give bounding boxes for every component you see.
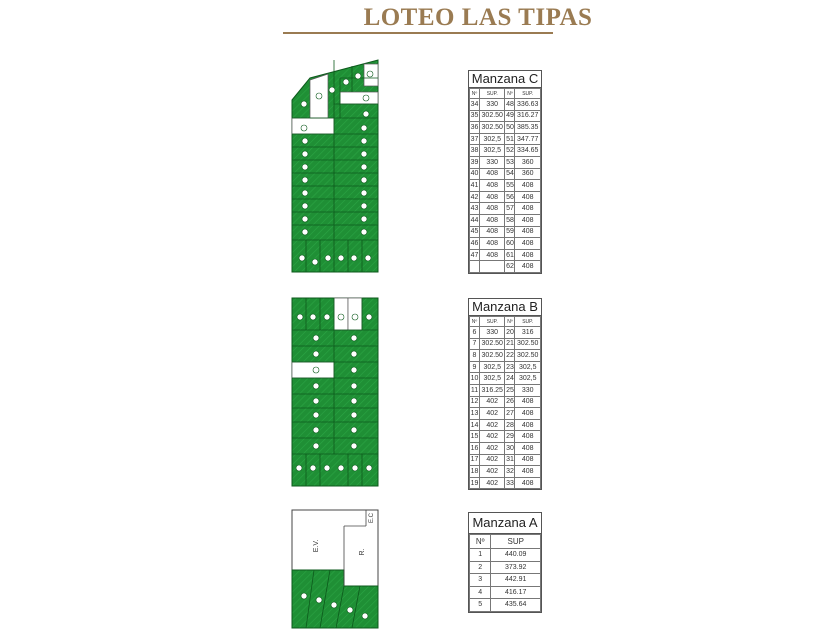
- table-row: [470, 549, 541, 562]
- label-ec: E.C: [369, 512, 375, 524]
- table-cell: 408: [515, 238, 541, 250]
- table-row: [470, 396, 541, 408]
- table-cell: 408: [515, 203, 541, 215]
- table-cell: 14: [470, 419, 480, 431]
- table-cell: 61: [505, 249, 515, 261]
- manzana-b-rows: [470, 327, 541, 489]
- block-b-map: [292, 298, 378, 486]
- table-cell: 336.63: [515, 99, 541, 111]
- table-cell: 23: [505, 361, 515, 373]
- table-cell: 52: [505, 145, 515, 157]
- table-cell: [480, 261, 505, 273]
- block-a-map: [292, 510, 378, 628]
- table-cell: 302.50: [515, 338, 541, 350]
- table-cell: 18: [470, 466, 480, 478]
- table-row: [470, 477, 541, 489]
- table-row: [470, 203, 541, 215]
- table-row: [470, 586, 541, 599]
- table-cell: 59: [505, 226, 515, 238]
- table-cell: 302.50: [480, 350, 505, 362]
- table-row: [470, 454, 541, 466]
- table-cell: 302,5: [480, 133, 505, 145]
- table-row: [470, 419, 541, 431]
- table-cell: 26: [505, 396, 515, 408]
- table-cell: 360: [515, 156, 541, 168]
- table-row: [470, 226, 541, 238]
- manzana-c-title: Manzana C: [469, 71, 541, 88]
- table-cell: 57: [505, 203, 515, 215]
- table-cell: 37: [470, 133, 480, 145]
- table-cell: 49: [505, 110, 515, 122]
- table-cell: 408: [515, 214, 541, 226]
- table-cell: 442.91: [491, 574, 541, 587]
- table-cell: 408: [515, 261, 541, 273]
- table-header-row: Nº SUP. Nº SUP.: [470, 317, 541, 327]
- table-cell: 408: [480, 168, 505, 180]
- label-ev: E.V.: [313, 539, 320, 553]
- table-cell: 408: [515, 477, 541, 489]
- table-row: [470, 145, 541, 157]
- manzana-c-rows: [470, 99, 541, 273]
- table-cell: 7: [470, 338, 480, 350]
- table-cell: 48: [505, 99, 515, 111]
- table-cell: 408: [515, 408, 541, 420]
- table-row: [470, 180, 541, 192]
- table-cell: 5: [470, 599, 491, 612]
- table-cell: 302.50: [515, 350, 541, 362]
- table-row: [470, 238, 541, 250]
- table-row: [470, 249, 541, 261]
- table-cell: 43: [470, 203, 480, 215]
- table-cell: 302,5: [480, 145, 505, 157]
- table-row: [470, 338, 541, 350]
- manzana-b-table: [468, 298, 542, 490]
- table-row: [470, 408, 541, 420]
- table-cell: 334.65: [515, 145, 541, 157]
- table-cell: 20: [505, 327, 515, 339]
- table-cell: 56: [505, 191, 515, 203]
- table-cell: 16: [470, 442, 480, 454]
- table-cell: 408: [480, 191, 505, 203]
- table-cell: 316.27: [515, 110, 541, 122]
- label-r: R.: [359, 548, 366, 556]
- table-cell: 373.92: [491, 561, 541, 574]
- table-row: [470, 156, 541, 168]
- table-cell: 408: [515, 431, 541, 443]
- table-cell: 9: [470, 361, 480, 373]
- table-cell: 330: [480, 99, 505, 111]
- table-cell: 402: [480, 431, 505, 443]
- table-cell: 408: [515, 454, 541, 466]
- table-cell: 408: [480, 203, 505, 215]
- table-cell: 330: [515, 384, 541, 396]
- table-cell: 42: [470, 191, 480, 203]
- table-cell: 51: [505, 133, 515, 145]
- table-cell: 28: [505, 419, 515, 431]
- table-cell: 22: [505, 350, 515, 362]
- table-cell: 408: [515, 191, 541, 203]
- table-cell: 302.50: [480, 338, 505, 350]
- table-row: [470, 214, 541, 226]
- table-row: [470, 110, 541, 122]
- table-cell: 3: [470, 574, 491, 587]
- table-cell: 360: [515, 168, 541, 180]
- table-row: [470, 442, 541, 454]
- table-cell: 40: [470, 168, 480, 180]
- table-cell: 302,5: [515, 361, 541, 373]
- lot-available: [340, 92, 378, 104]
- table-cell: 44: [470, 214, 480, 226]
- table-row: [470, 350, 541, 362]
- table-cell: 416.17: [491, 586, 541, 599]
- table-cell: 408: [480, 238, 505, 250]
- table-cell: 34: [470, 99, 480, 111]
- table-cell: 302.50: [480, 122, 505, 134]
- table-row: [470, 133, 541, 145]
- table-cell: 32: [505, 466, 515, 478]
- table-row: [470, 574, 541, 587]
- table-cell: 30: [505, 442, 515, 454]
- table-cell: 402: [480, 477, 505, 489]
- table-cell: 402: [480, 408, 505, 420]
- manzana-a-title: Manzana A: [469, 513, 541, 534]
- table-cell: 15: [470, 431, 480, 443]
- table-cell: 408: [480, 226, 505, 238]
- table-cell: 408: [480, 249, 505, 261]
- table-row: [470, 168, 541, 180]
- page-title: LOTEO LAS TIPAS: [363, 4, 593, 31]
- table-cell: 330: [480, 156, 505, 168]
- table-header-row: Nº SUP. Nº SUP.: [470, 89, 541, 99]
- table-cell: 11: [470, 384, 480, 396]
- table-cell: 39: [470, 156, 480, 168]
- table-row: [470, 561, 541, 574]
- table-cell: 36: [470, 122, 480, 134]
- table-cell: 41: [470, 180, 480, 192]
- table-cell: 408: [480, 214, 505, 226]
- table-row: [470, 191, 541, 203]
- table-cell: 302,5: [515, 373, 541, 385]
- table-cell: 6: [470, 327, 480, 339]
- table-row: [470, 122, 541, 134]
- table-cell: 302,5: [480, 373, 505, 385]
- table-cell: 21: [505, 338, 515, 350]
- table-cell: 12: [470, 396, 480, 408]
- table-cell: 8: [470, 350, 480, 362]
- table-cell: 408: [515, 419, 541, 431]
- table-cell: 13: [470, 408, 480, 420]
- table-row: [470, 99, 541, 111]
- table-cell: 53: [505, 156, 515, 168]
- table-cell: 1: [470, 549, 491, 562]
- table-cell: 58: [505, 214, 515, 226]
- table-cell: 408: [515, 442, 541, 454]
- table-cell: 402: [480, 442, 505, 454]
- table-row: [470, 327, 541, 339]
- manzana-c-table: [468, 70, 542, 274]
- table-row: [470, 466, 541, 478]
- table-cell: 38: [470, 145, 480, 157]
- table-cell: 316: [515, 327, 541, 339]
- table-row: [470, 361, 541, 373]
- table-cell: 440.09: [491, 549, 541, 562]
- table-cell: 55: [505, 180, 515, 192]
- table-row: [470, 373, 541, 385]
- table-cell: 402: [480, 419, 505, 431]
- table-cell: 316.25: [480, 384, 505, 396]
- table-cell: 4: [470, 586, 491, 599]
- table-cell: 408: [515, 466, 541, 478]
- table-cell: 408: [515, 180, 541, 192]
- table-cell: 24: [505, 373, 515, 385]
- table-cell: 62: [505, 261, 515, 273]
- table-cell: 17: [470, 454, 480, 466]
- table-row: [470, 384, 541, 396]
- table-cell: [470, 261, 480, 273]
- table-cell: 50: [505, 122, 515, 134]
- table-cell: 10: [470, 373, 480, 385]
- table-header-row: Nº SUP: [470, 535, 541, 549]
- manzana-a-table: [468, 512, 542, 613]
- table-cell: 408: [480, 180, 505, 192]
- table-cell: 46: [470, 238, 480, 250]
- manzana-b-title: Manzana B: [469, 299, 541, 316]
- table-cell: 402: [480, 466, 505, 478]
- table-row: [470, 431, 541, 443]
- table-cell: 45: [470, 226, 480, 238]
- table-cell: 19: [470, 477, 480, 489]
- table-cell: 60: [505, 238, 515, 250]
- table-cell: 54: [505, 168, 515, 180]
- table-cell: 347.77: [515, 133, 541, 145]
- table-cell: 435.64: [491, 599, 541, 612]
- table-cell: 302.50: [480, 110, 505, 122]
- table-cell: 408: [515, 396, 541, 408]
- table-cell: 402: [480, 396, 505, 408]
- table-row: [470, 261, 541, 273]
- table-cell: 385.35: [515, 122, 541, 134]
- table-cell: 408: [515, 226, 541, 238]
- table-cell: 408: [515, 249, 541, 261]
- table-cell: 35: [470, 110, 480, 122]
- table-cell: 302,5: [480, 361, 505, 373]
- manzana-a-rows: [470, 549, 541, 612]
- table-cell: 47: [470, 249, 480, 261]
- table-cell: 33: [505, 477, 515, 489]
- table-row: [470, 599, 541, 612]
- table-cell: 31: [505, 454, 515, 466]
- table-cell: 25: [505, 384, 515, 396]
- table-cell: 402: [480, 454, 505, 466]
- table-cell: 330: [480, 327, 505, 339]
- table-cell: 27: [505, 408, 515, 420]
- lot-available: [292, 118, 334, 134]
- table-cell: 2: [470, 561, 491, 574]
- block-c-map: [292, 60, 378, 272]
- table-cell: 29: [505, 431, 515, 443]
